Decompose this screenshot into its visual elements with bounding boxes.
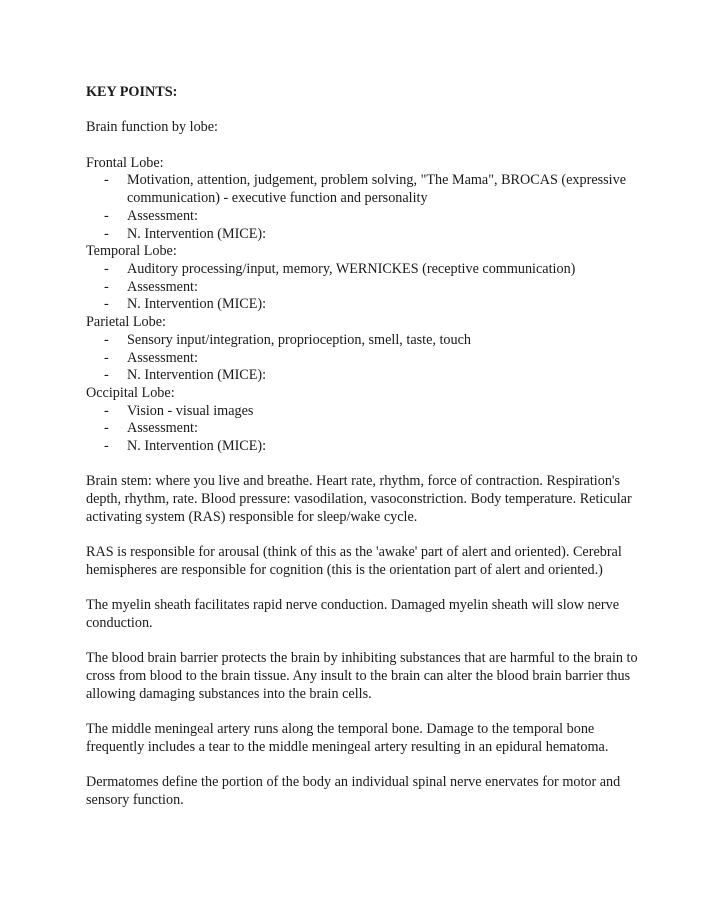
list-item	[86, 261, 646, 279]
bullet-dash: -	[104, 225, 109, 242]
document-page	[86, 84, 646, 810]
bullet-dash: -	[104, 331, 109, 348]
bullet-dash: -	[104, 278, 109, 295]
bullet-dash: -	[104, 420, 109, 437]
paragraph-blood-brain-barrier: The blood brain barrier protects the brain by inhibiting substances that are harmful to the brain to cross from blood to the brain tissue. Any insult to the brain can alter the blood brain barrier thus allowing damaging substances into the brain cells.	[86, 650, 638, 702]
list-item-text: Assessment:	[127, 420, 198, 437]
lobe-intro: Brain function by lobe:	[86, 119, 218, 136]
lobe-title-parietal: Parietal Lobe:	[86, 314, 166, 331]
bullet-dash: -	[104, 349, 109, 366]
lobe-list-frontal	[86, 172, 646, 243]
lobe-title-temporal: Temporal Lobe:	[86, 243, 177, 260]
list-item	[86, 403, 646, 421]
lobe-list-temporal	[86, 261, 646, 314]
paragraph-meningeal-artery: The middle meningeal artery runs along the temporal bone. Damage to the temporal bone frequently includes a tear to the middle meningeal artery resulting in an epidural hematoma.	[86, 721, 609, 755]
list-item-text: Assessment:	[127, 349, 198, 366]
list-item-text: Vision - visual images	[127, 402, 254, 419]
bullet-dash: -	[104, 367, 109, 384]
spacer	[86, 456, 646, 474]
list-item	[86, 172, 646, 207]
list-item	[86, 332, 646, 350]
paragraph-ras: RAS is responsible for arousal (think of this as the 'awake' part of alert and oriented). Cerebral hemispheres are responsible for cognition (this is the orientation part of alert and oriented.)	[86, 544, 622, 578]
list-item	[86, 296, 646, 314]
list-item-text: Sensory input/integration, proprioception, smell, taste, touch	[127, 331, 471, 348]
list-item	[86, 226, 646, 244]
list-item	[86, 350, 646, 368]
list-item	[86, 420, 646, 438]
list-item-text: N. Intervention (MICE):	[127, 225, 267, 242]
spacer	[86, 757, 646, 775]
lobe-list-occipital	[86, 403, 646, 456]
lobe-list-parietal	[86, 332, 646, 385]
list-item	[86, 279, 646, 297]
list-item	[86, 208, 646, 226]
bullet-dash: -	[104, 261, 109, 277]
key-points-heading: KEY POINTS:	[86, 84, 178, 100]
list-item-text: N. Intervention (MICE):	[127, 367, 267, 384]
paragraph-myelin: The myelin sheath facilitates rapid nerve conduction. Damaged myelin sheath will slow nerve conduction.	[86, 597, 620, 632]
bullet-dash: -	[104, 296, 109, 313]
spacer	[86, 704, 646, 722]
list-item-text: N. Intervention (MICE):	[127, 438, 267, 455]
paragraph-dermatomes: Dermatomes define the portion of the body an individual spinal nerve enervates for motor and sensory function.	[86, 774, 621, 808]
bullet-dash: -	[104, 207, 109, 224]
list-item	[86, 367, 646, 385]
bullet-dash: -	[104, 172, 109, 189]
list-item-text: Assessment:	[127, 278, 198, 295]
bullet-dash: -	[104, 438, 109, 455]
bullet-dash: -	[104, 402, 109, 419]
lobe-title-frontal: Frontal Lobe:	[86, 154, 164, 171]
list-item-text: N. Intervention (MICE):	[127, 296, 267, 313]
list-item-text: Motivation, attention, judgement, problem solving, "The Mama", BROCAS (expressive communication) - executive function and personality	[127, 172, 627, 207]
paragraph-brain-stem: Brain stem: where you live and breathe. Heart rate, rhythm, force of contraction. Respiration's depth, rhythm, rate. Blood pressure: vasodilation, vasoconstriction. Body temperature. Reticular activating system (RAS) responsible for sleep/wake cycle.	[86, 473, 632, 525]
spacer	[86, 527, 646, 545]
list-item	[86, 438, 646, 456]
list-item-text: Auditory processing/input, memory, WERNICKES (receptive communication)	[127, 261, 576, 277]
spacer	[86, 633, 646, 651]
list-item-text: Assessment:	[127, 207, 198, 224]
spacer	[86, 580, 646, 598]
lobe-title-occipital: Occipital Lobe:	[86, 384, 175, 401]
spacer	[86, 102, 646, 120]
spacer	[86, 137, 646, 155]
